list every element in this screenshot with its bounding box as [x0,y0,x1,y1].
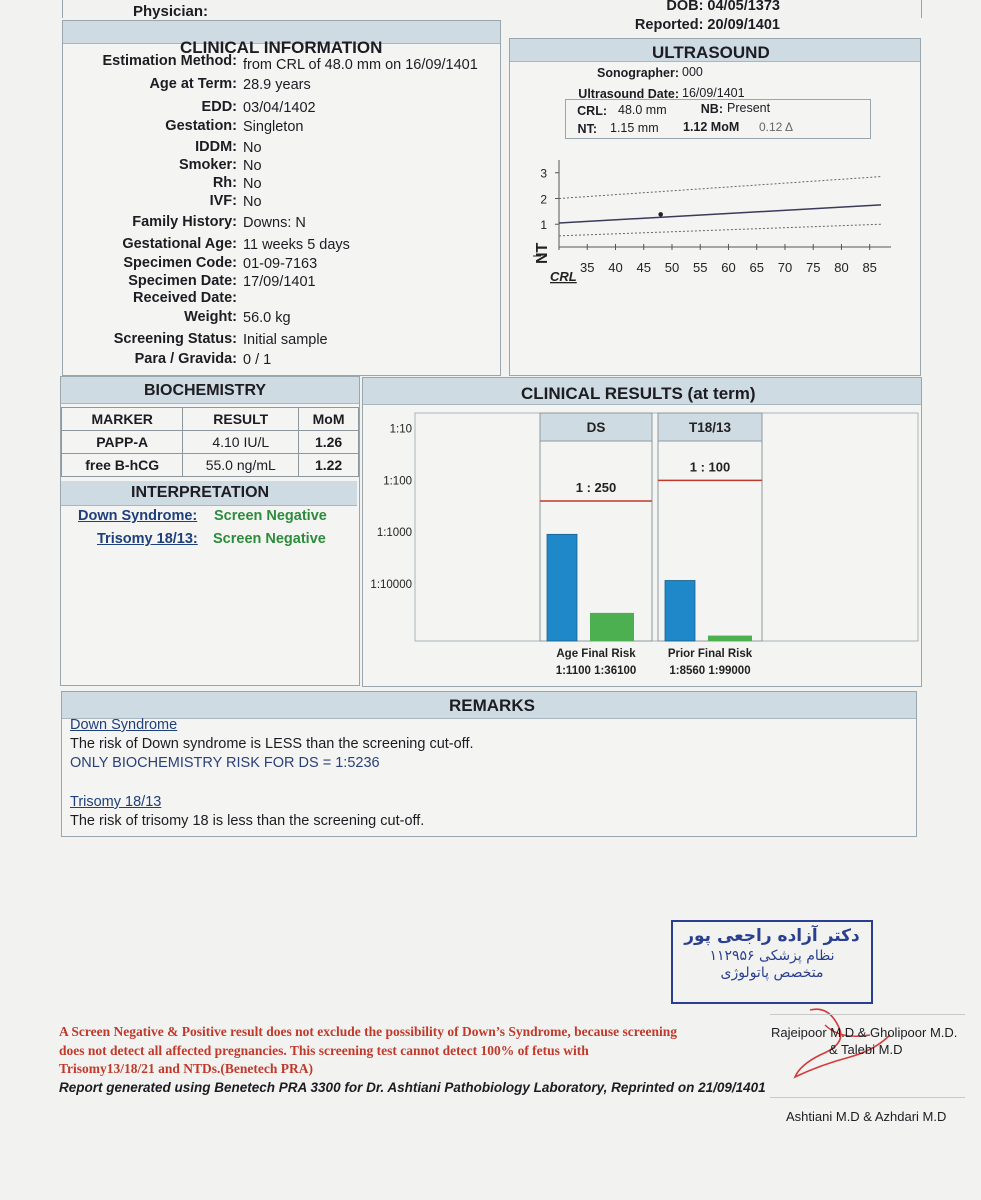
ds-group-title: DS [586,420,606,435]
series-line-median [559,205,881,223]
x-tick-label: 45 [636,260,651,275]
sonographer-value: 000 [682,65,703,79]
disclaimer-line-2: does not detect all affected pregnancies. This screening test cannot detect 100% of fetus with [59,1043,589,1058]
table-row [62,431,359,454]
clinical-info-value: Singleton [243,119,304,135]
stamp-line-3: متخصص پاتولوژی [720,965,824,981]
marker-header: MARKER [62,408,183,431]
result-header: RESULT [183,408,299,431]
remarks-title: REMARKS [449,696,535,715]
nt-crl-chart [509,150,919,300]
remarks-ds-bio: ONLY BIOCHEMISTRY RISK FOR DS = 1:5236 [70,755,380,771]
x-tick-label: 85 [862,260,877,275]
clinical-info-label: Gestation: [165,118,237,134]
clinical-info-value: from CRL of 48.0 mm on 16/09/1401 [243,57,478,73]
x-tick-label: 60 [721,260,736,275]
ds-bar-values: 1:1100 1:36100 [555,665,637,677]
t18-group-title: T18/13 [688,420,732,435]
dob: DOB: 04/05/1373 [666,0,780,14]
result-cell: 4.10 IU/L [183,431,299,454]
clinical-info-label: Specimen Code: [123,255,237,271]
t18-bar-values: 1:8560 1:99000 [669,665,751,677]
nt-axis-title: NT [534,242,551,264]
y-tick-label: 1:10000 [370,579,412,591]
footer-divider-1 [770,1014,965,1015]
clinical-info-label: Weight: [184,309,237,325]
ds-interpretation-label: Down Syndrome: [78,508,198,524]
remarks-t18-heading: Trisomy 18/13 [70,794,162,810]
doctors-line-3: Ashtiani M.D & Azhdari M.D [786,1109,947,1124]
t18-interpretation-label: Trisomy 18/13: [97,531,198,547]
crl-label: CRL: [577,104,607,118]
stamp-line-2: نظام پزشکی ۱۱۲۹۵۶ [709,948,835,964]
nt-mom: 1.12 MoM [683,120,740,134]
clinical-info-label: Gestational Age: [122,236,237,252]
biochemistry-title: BIOCHEMISTRY [144,382,267,399]
x-tick-label: 70 [777,260,793,275]
y-tick-label: 3 [540,166,547,181]
y-tick-label: 2 [540,192,547,207]
biochemistry-table [61,407,359,477]
crl-axis-title: CRL [550,269,577,284]
nt-label: NT: [577,122,597,136]
x-tick-label: 35 [580,260,595,275]
disclaimer-line-3: Trisomy13/18/21 and NTDs.(Benetech PRA) [59,1061,313,1076]
clinical-info-value: Downs: N [243,215,306,231]
clinical-info-label: Family History: [132,214,237,230]
y-tick-label: 1 [540,218,547,233]
nt-value: 1.15 mm [610,121,659,135]
x-tick-label: 65 [749,260,764,275]
ultrasound-date-label: Ultrasound Date: [578,87,679,101]
clinical-info-value: Initial sample [243,332,328,348]
nb-value: Present [727,101,771,115]
interpretation-title: INTERPRETATION [131,484,270,501]
clinical-info-label: IVF: [209,193,237,209]
series-line-lower [559,224,881,236]
t18-bar-final [708,636,752,641]
marker-cell: free B-hCG [62,454,183,477]
sonographer-label: Sonographer: [597,66,679,80]
x-tick-label: 55 [692,260,708,275]
x-tick-label: 40 [608,260,623,275]
y-tick-label: 1:1000 [376,527,412,540]
clinical-info-value: 56.0 kg [243,310,291,326]
table-header-row [62,408,359,431]
clinical-information-title: CLINICAL INFORMATION [180,38,383,57]
clinical-info-label: Rh: [212,175,237,191]
x-tick-label: 75 [805,260,821,275]
ultrasound-date-value: 16/09/1401 [682,86,745,100]
mom-header: MoM [299,408,359,431]
measurement-point [658,212,663,217]
clinical-info-label: Age at Term: [149,76,237,92]
clinical-info-label: Para / Gravida: [134,351,237,367]
doctors-line-2: & Talebi M.D [829,1042,903,1057]
ds-cutoff-label: 1 : 250 [575,479,617,495]
physician-label: Physician: [133,3,209,20]
clinical-info-label: Smoker: [178,157,237,173]
x-tick-label: 50 [664,260,680,275]
remarks-t18-text: The risk of trisomy 18 is less than the screening cut-off. [70,813,425,829]
clinical-info-label: Estimation Method: [102,53,237,69]
t18-cutoff-label: 1 : 100 [689,459,731,475]
footer-divider-2 [770,1097,965,1098]
mom-cell: 1.22 [299,454,359,477]
t18-interpretation-result: Screen Negative [213,531,326,547]
clinical-info-label: IDDM: [195,139,237,155]
clinical-info-value: No [243,176,262,192]
clinical-info-value: 28.9 years [243,77,311,93]
clinical-info-label: Screening Status: [113,331,237,347]
clinical-info-label: Received Date: [133,290,237,306]
clinical-info-value: 0 / 1 [243,352,272,368]
remarks-ds-text: The risk of Down syndrome is LESS than the screening cut-off. [70,736,474,752]
disclaimer-line-1: A Screen Negative & Positive result does not exclude the possibility of Down’s Syndrome, because screening [59,1024,677,1039]
doctors-line-1: Rajeipoor M.D & Gholipoor M.D. [771,1025,958,1040]
report-generated: Report generated using Benetech PRA 3300 for Dr. Ashtiani Pathobiology Laboratory, Reprinted on 21/09/1401 [59,1080,766,1095]
clinical-info-value: 03/04/1402 [243,100,316,116]
clinical-info-value: No [243,158,262,174]
series-line-upper [559,177,881,199]
t18-bar-labels: Prior Final Risk [667,648,753,660]
clinical-info-label: Specimen Date: [128,273,237,289]
ds-bar-labels: Age Final Risk [556,648,636,660]
result-cell: 55.0 ng/mL [183,454,299,477]
remarks-ds-heading: Down Syndrome [70,717,178,733]
nt-delta: 0.12 Δ [759,120,794,134]
crl-value: 48.0 mm [618,103,667,117]
ds-interpretation-result: Screen Negative [214,508,327,524]
t18-bar-first [665,581,695,641]
clinical-info-label: EDD: [201,99,237,115]
y-tick-label: 1:100 [383,475,412,488]
ds-bar-first [547,534,577,641]
clinical-info-value: No [243,140,262,156]
clinical-info-value: 11 weeks 5 days [243,237,350,253]
ultrasound-title: ULTRASOUND [652,43,770,62]
stamp-line-1: دکتر آزاده راجعی پور [684,926,860,946]
ds-bar-final [590,613,634,641]
clinical-info-value: 17/09/1401 [243,274,316,290]
clinical-results-title: CLINICAL RESULTS (at term) [521,384,756,403]
clinical-info-value: No [243,194,262,210]
clinical-info-value: 01-09-7163 [243,256,318,272]
x-tick-label: 80 [834,260,849,275]
mom-cell: 1.26 [299,431,359,454]
risk-chart [362,405,920,685]
y-tick-label: 1:10 [389,423,412,436]
marker-cell: PAPP-A [62,431,183,454]
nb-label: NB: [700,102,723,116]
reported-date: Reported: 20/09/1401 [634,17,780,33]
table-row [62,454,359,477]
